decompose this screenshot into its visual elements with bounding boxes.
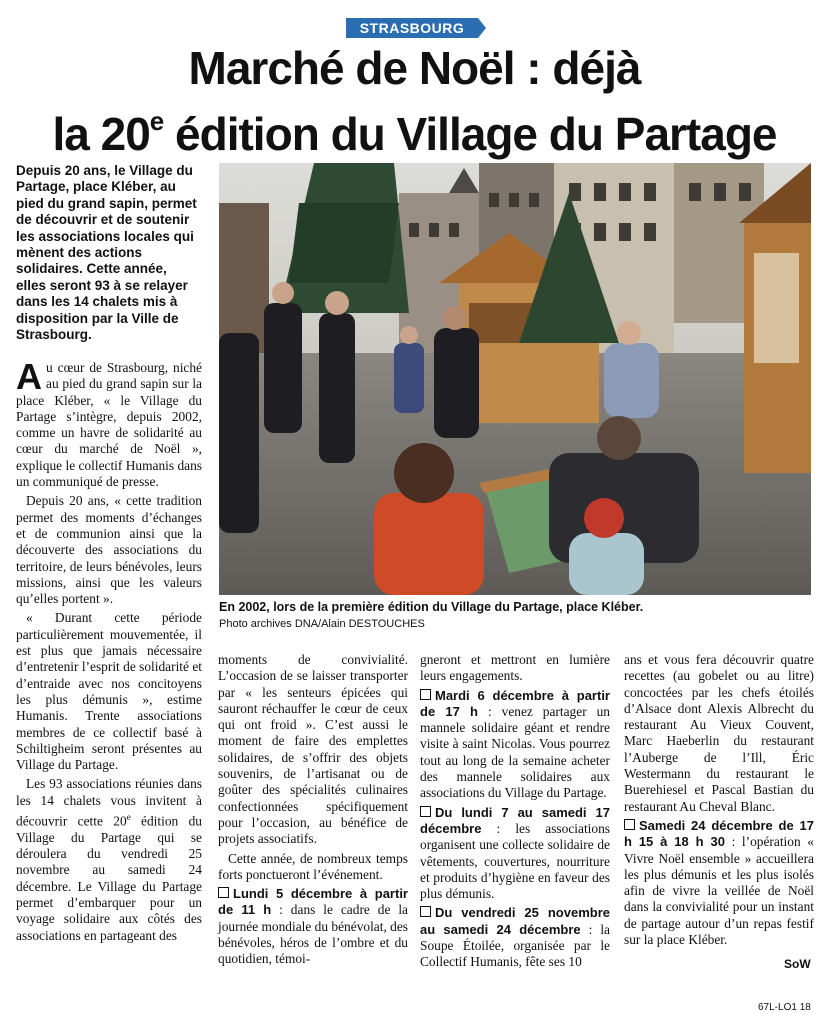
article-column-4 <box>624 652 814 951</box>
checkbox-bullet-icon <box>420 806 431 817</box>
event-label: Du lundi 7 au samedi 17 décembre <box>420 804 610 836</box>
checkbox-bullet-icon <box>420 906 431 917</box>
event-text: : les associations organisent une collecte solidaire de vêtements, couvertures, nourriture et produits d’hygiène en faveur des plus démunis. <box>420 820 610 902</box>
article-column-1 <box>16 356 202 947</box>
article-column-2 <box>218 652 408 971</box>
paragraph-text: Les 93 associations réunies dans les 14 chalets vous invitent à découvrir cette 20 <box>16 776 202 829</box>
headline-line-2-start: la 20 <box>52 108 150 160</box>
event-item <box>420 688 610 802</box>
article-photo <box>219 163 811 595</box>
event-text: : la Soupe Étoilée, organisée par le Collectif Humanis, fête ses 10 <box>420 921 610 970</box>
event-label: Samedi 24 décembre de 17 h 15 à 18 h 30 <box>624 817 814 850</box>
paragraph <box>16 776 202 943</box>
headline-line-2 <box>0 95 829 161</box>
paragraph: moments de convivialité. L’occasion de se laisser transporter par « les senteurs épicées qui sauront réchauffer le cœur de ceux qui ont froid ». C’est aussi le moment de faire des emplettes solidaires, de s’offrir des objets souvenirs, de l’artisanat ou de goûter des spécialités culinaires confectionnées spécifiquement pour l’occasion, au bénéfice de projets associatifs. <box>218 652 408 847</box>
event-text: : dans le cadre de la journée mondiale du bénévolat, des bénévoles, héros de l’ombre et du quotidien, témoi- <box>218 902 409 967</box>
checkbox-bullet-icon <box>420 689 431 700</box>
headline <box>0 42 829 161</box>
headline-superscript: e <box>149 106 164 136</box>
event-label: Lundi 5 décembre à partir de 11 h <box>218 886 408 918</box>
event-text: : l’opération « Vivre Noël ensemble » accueillera les plus démunis et les plus isolés afin de vivre la veillée de Noël dans la convivialité pour un instant de partage autour d’un repas festif sur la place Kléber. <box>624 834 814 948</box>
headline-line-1: Marché de Noël : déjà <box>188 42 641 94</box>
photo-caption: En 2002, lors de la première édition du Village du Partage, place Kléber. <box>219 600 644 614</box>
drop-cap: A <box>16 356 42 397</box>
event-item <box>420 905 610 970</box>
checkbox-bullet-icon <box>624 819 635 830</box>
market-photo-illustration <box>219 163 811 595</box>
checkbox-bullet-icon <box>218 887 229 898</box>
headline-line-2-end: édition du Village du Partage <box>163 108 777 160</box>
author-signature: SoW <box>784 957 811 971</box>
superscript: e <box>126 812 131 823</box>
paragraph: « Durant cette période particulièrement mouvementée, il est plus que jamais nécessaire d’entretenir l’esprit de solidarité et d’entraide avec nos concitoyens les plus démunis », estime Humanis. Trente associations membres de ce collectif basé à Schiltigheim seront présentes au Village du Partage. <box>16 610 202 773</box>
section-kicker: STRASBOURG <box>346 18 478 38</box>
event-item <box>624 818 814 948</box>
page-reference: 67L-LO1 18 <box>758 1002 811 1013</box>
article-column-3 <box>420 652 610 974</box>
paragraph: ans et vous fera découvrir quatre recettes (au gobelet ou au litre) concoctées par les chefs étoilés d’Alsace dont Alexis Albrecht du restaurant Au Vieux Couvent, Marc Haeberlin du restaurant l’Auberge de l’Ill, Éric Westermann du restaurant le Buerehiesel et Pascal Bastian du restaurant Au Cheval Blanc. <box>624 652 814 814</box>
photo-credit: Photo archives DNA/Alain DESTOUCHES <box>219 618 425 630</box>
intro-paragraph: Depuis 20 ans, le Village du Partage, place Kléber, au pied du grand sapin, permet de découvrir et de soutenir les associations locales qui mènent des actions solidaires. Cette année, elles seront 93 à se relayer dans les 14 chalets mis à disposition par la Ville de Strasbourg. <box>16 163 197 343</box>
paragraph: Depuis 20 ans, « cette tradition permet des moments d’échanges et de communion ainsi que la découverte des associations du territoire, de leurs bénévoles, leurs missions, ainsi que les valeurs qu’elles portent ». <box>16 493 202 607</box>
lead-paragraph-text: u cœur de Strasbourg, niché au pied du grand sapin sur la place Kléber, « le Village du Partage s’intègre, depuis 2002, comme un havre de solidarité au cœur du marché de Noël », explique le collectif Humanis dans un communiqué de presse. <box>16 360 202 490</box>
event-label: Du vendredi 25 novembre au samedi 24 décembre <box>420 905 610 937</box>
event-text: : venez partager un mannele solidaire géant et rendre visite à saint Nicolas. Vous pourrez tout au long de la semaine acheter des mannele solidaires aux associations du Village du Partage. <box>420 703 610 801</box>
paragraph: Cette année, de nombreux temps forts ponctueront l’événement. <box>218 850 408 882</box>
event-item <box>218 886 408 967</box>
paragraph-text: édition du Village du Partage qui se déroulera du vendredi 25 novembre au samedi 24 décembre. Le Village du Partage permet d’embarquer pour un voyage solidaire aux côtés des associations en partageant des <box>16 813 202 943</box>
lead-paragraph <box>16 356 202 490</box>
event-label: Mardi 6 décembre à partir de 17 h <box>420 687 610 719</box>
paragraph: gneront et mettront en lumière leurs engagements. <box>420 652 610 684</box>
event-item <box>420 805 610 903</box>
